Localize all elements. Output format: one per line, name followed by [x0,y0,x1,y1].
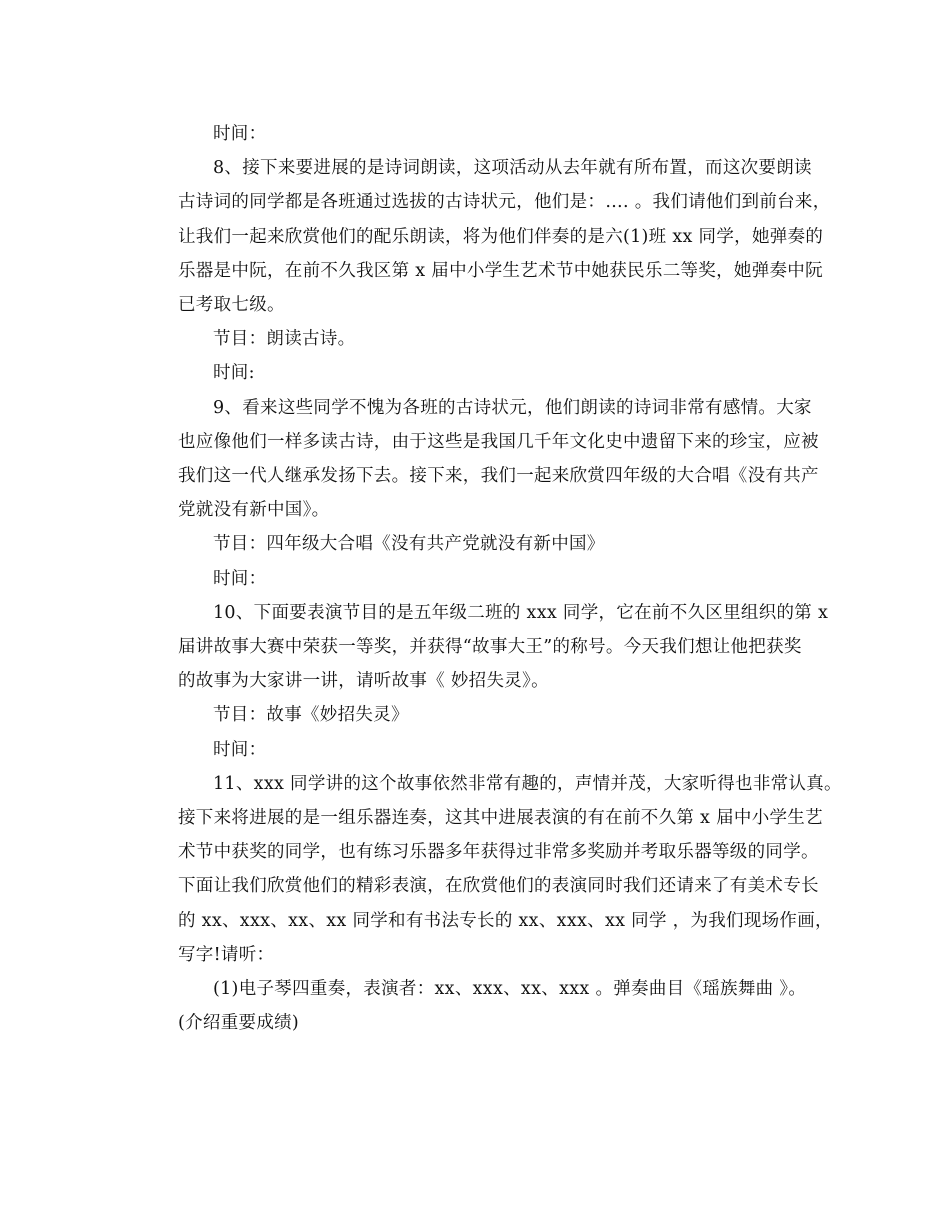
text-line: 也应像他们一样多读古诗，由于这些是我国几千年文化史中遗留下来的珍宝，应被 [178,431,819,452]
paragraph-time-2 [143,356,823,390]
text-line: 节目：四年级大合唱《没有共产党就没有新中国》 [213,534,605,555]
text-line: 让我们一起来欣赏他们的配乐朗读，将为他们伴奏的是六(1)班 xx 同学，她弹奏的 [178,226,824,247]
paragraph-program-story [143,698,823,732]
paragraph-item-10 [143,596,829,699]
text-line: 节目：故事《妙招失灵》 [213,705,409,726]
paragraph-keyboard-quartet [143,972,823,1040]
text-line: 接下来将进展的是一组乐器连奏，这其中进展表演的有在前不久第 x 届中小学生艺 [178,808,823,829]
paragraph-item-8 [143,151,831,322]
text-line: 9、看来这些同学不愧为各班的古诗状元，他们朗读的诗词非常有感情。大家 [213,397,812,418]
text-line: 术节中获奖的同学，也有练习乐器多年获得过非常多奖励并考取乐器等级的同学。 [178,842,819,863]
text-line: 时间: [213,363,255,384]
text-line: (1)电子琴四重奏，表演者：xx、xxx、xx、xxx 。弹奏曲目《瑶族舞曲 》。 [213,979,807,1000]
paragraph-program-chorus [143,527,823,561]
paragraph-program-poetry [143,322,823,356]
text-line: (介绍重要成绩) [178,1013,300,1034]
text-line: 下面让我们欣赏他们的精彩表演，在欣赏他们的表演同时我们还请来了有美术专长 [178,876,819,897]
document-body [143,117,842,1040]
text-line: 届讲故事大赛中荣获一等奖，并获得“故事大王”的称号。今天我们想让他把获奖 [178,637,802,658]
text-line: 节目：朗读古诗。 [213,329,356,350]
text-line: 时间： [213,739,267,760]
text-line: 古诗词的同学都是各班通过选拔的古诗状元，他们是：…. 。我们请他们到前台来， [178,192,831,213]
text-line: 已考取七级。 [178,295,285,316]
text-line: 我们这一代人继承发扬下去。接下来，我们一起来欣赏四年级的大合唱《没有共产 [178,466,819,487]
text-line: 的 xx、xxx、xx、xx 同学和有书法专长的 xx、xxx、xx 同学 ，为我们现场作画， [178,910,833,931]
text-line: 10、下面要表演节目的是五年级二班的 xxx 同学，它在前不久区里组织的第 x [213,602,829,623]
text-line: 11、xxx 同学讲的这个故事依然非常有趣的，声情并茂，大家听得也非常认真。 [213,773,842,794]
paragraph-item-11 [143,767,842,972]
paragraph-time-3 [143,562,823,596]
text-line: 乐器是中阮，在前不久我区第 x 届中小学生艺术节中她获民乐二等奖，她弹奏中阮 [178,260,823,281]
paragraph-time-1 [143,117,823,151]
text-line: 党就没有新中国》。 [178,500,330,521]
text-line: 时间： [213,568,267,589]
text-line: 8、接下来要进展的是诗词朗读，这项活动从去年就有所布置，而这次要朗读 [213,158,812,179]
paragraph-item-9 [143,391,823,528]
paragraph-time-4 [143,733,823,767]
text-line: 写字!请听： [178,944,275,965]
text-line: 的故事为大家讲一讲，请听故事《 妙招失灵》。 [178,671,549,692]
text-line: 时间： [213,124,267,144]
